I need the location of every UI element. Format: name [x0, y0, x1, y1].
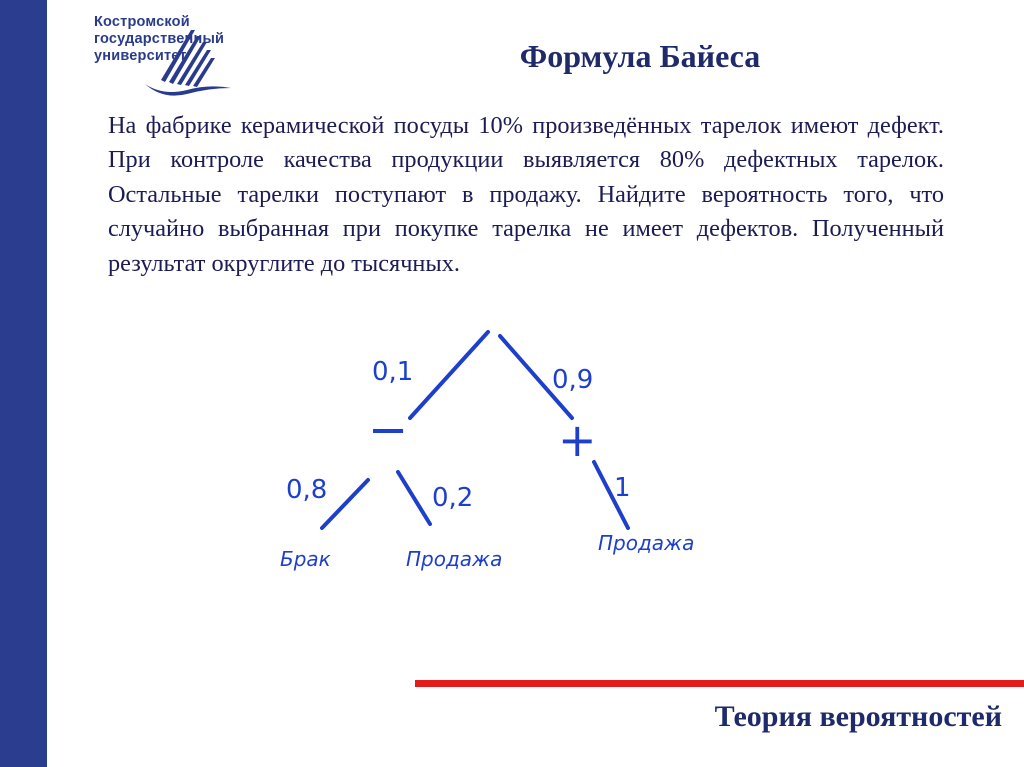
side-bar — [0, 0, 47, 767]
label-prob-1: 1 — [614, 473, 631, 503]
branch-minus-right — [398, 472, 430, 524]
node-minus: − — [368, 402, 409, 458]
university-name-line-3: университет — [94, 48, 187, 64]
branch-minus-left — [322, 480, 368, 528]
label-prob-0-9: 0,9 — [552, 365, 594, 395]
problem-statement: На фабрике керамической посуды 10% произведённых тарелок имеют дефект. При контроле качества продукции выявляется 80% дефектных тарелок. Остальные тарелки поступают в продажу. Найдите вероятность того, что случайно выбранная при покупке тарелка не имеет дефектов. Полученный результат округлите до тысячных. — [108, 112, 944, 277]
footer-course-title: Теория вероятностей — [714, 700, 1002, 733]
university-name — [94, 14, 224, 65]
probability-tree — [260, 310, 740, 590]
node-plus: + — [558, 413, 597, 467]
leaf-defect: Брак — [280, 547, 331, 571]
branch-root-left — [410, 332, 488, 418]
leaf-sale-left: Продажа — [406, 547, 503, 571]
accent-divider — [415, 680, 1024, 687]
leaf-sale-right: Продажа — [598, 531, 695, 555]
university-name-line-2: государственный — [94, 31, 225, 47]
university-name-line-1: Костромской — [94, 14, 190, 30]
slide-title: Формула Байеса — [519, 38, 761, 74]
label-prob-0-1: 0,1 — [372, 357, 414, 387]
label-prob-0-8: 0,8 — [286, 475, 328, 505]
label-prob-0-2: 0,2 — [432, 483, 474, 513]
